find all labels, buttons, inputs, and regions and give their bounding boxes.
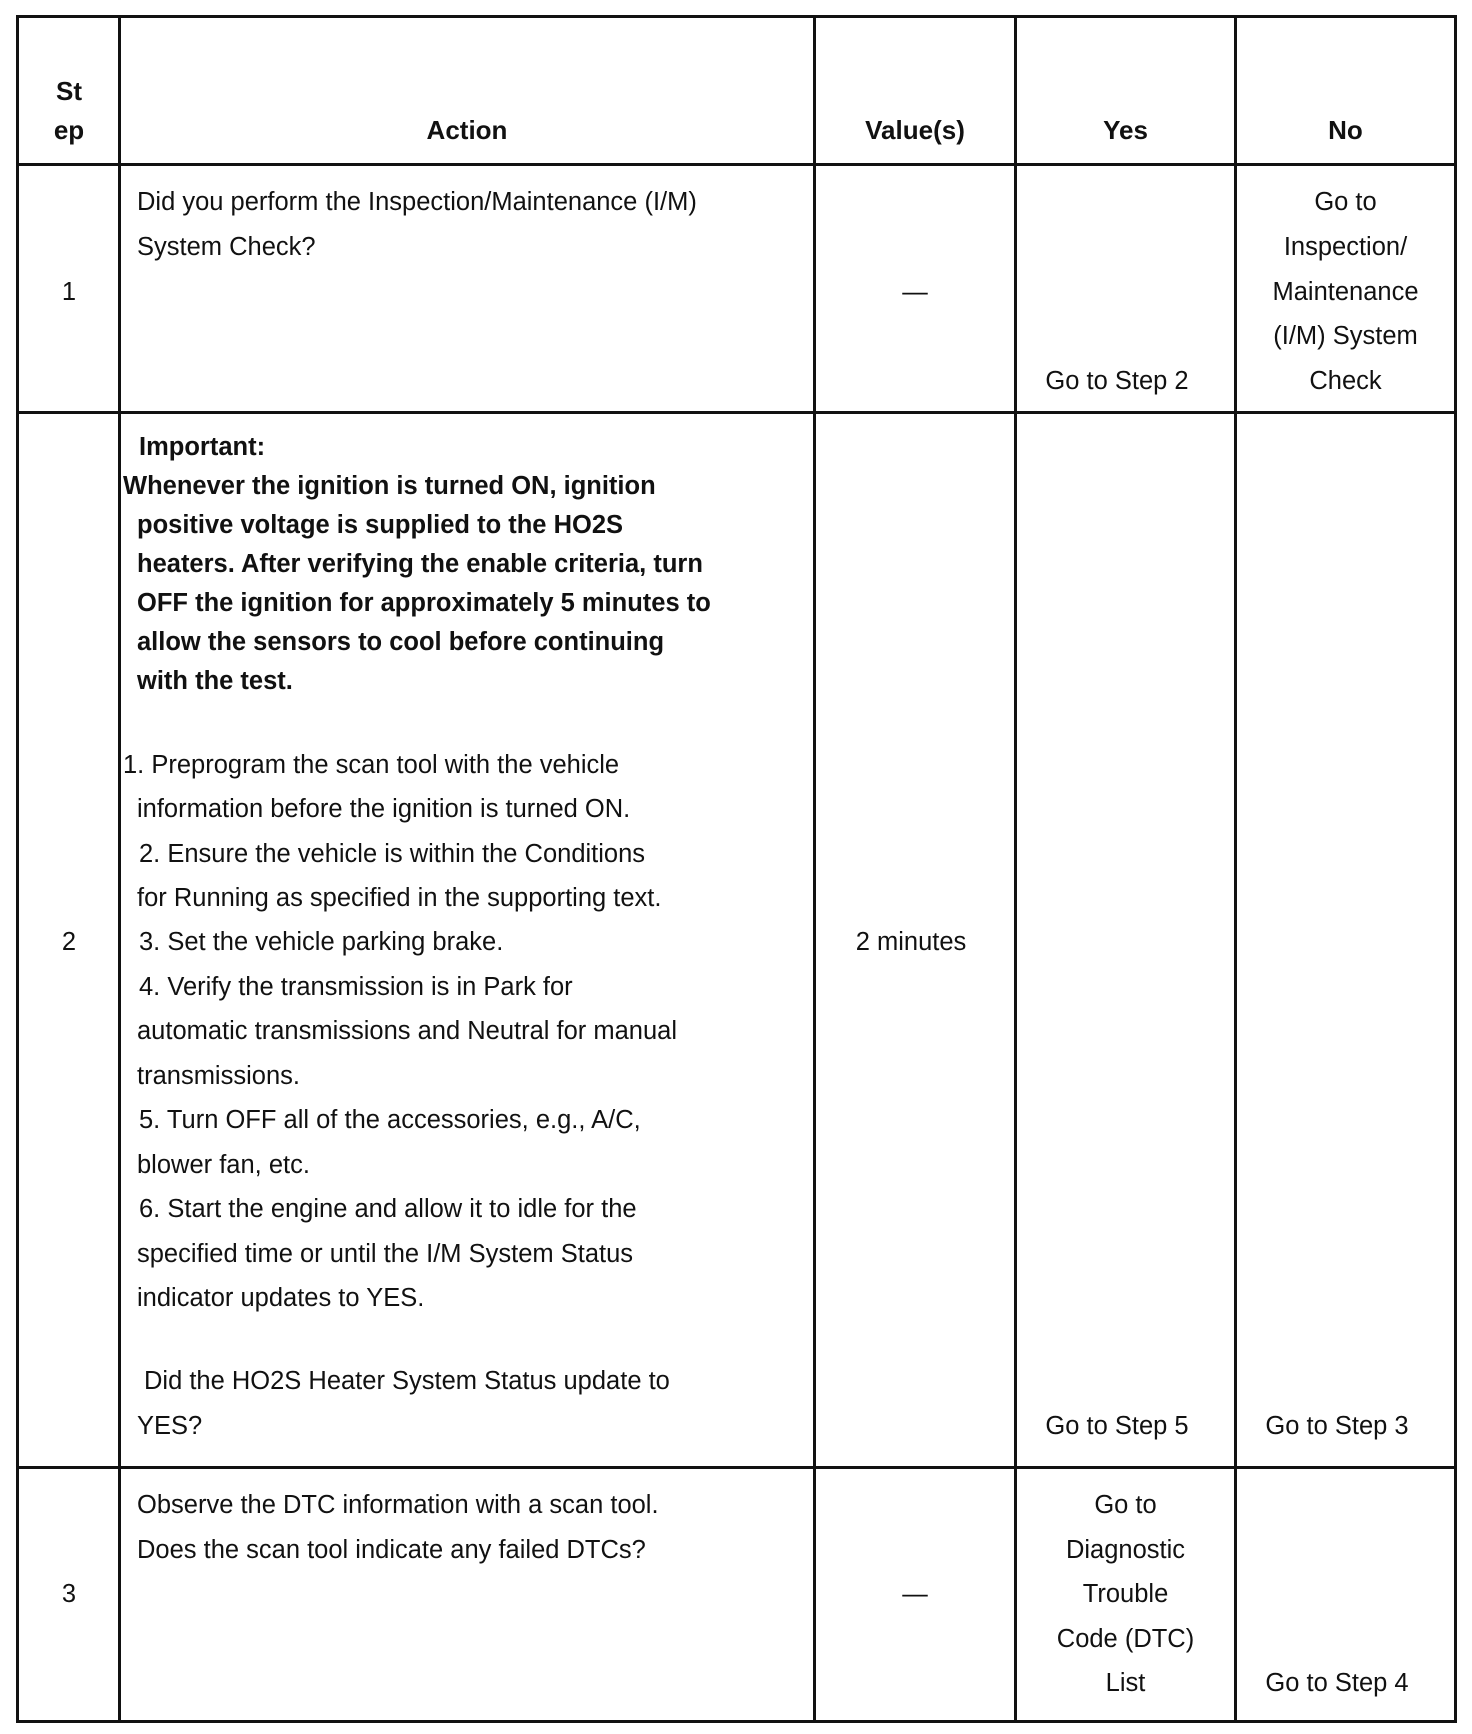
- row-3-step: 3: [61, 1580, 77, 1608]
- row-3-action-line-2: Does the scan tool indicate any failed DTCs?: [137, 1536, 646, 1564]
- row-3-action-line-1: Observe the DTC information with a scan tool.: [137, 1491, 659, 1519]
- row-2-step-line-7: automatic transmissions and Neutral for manual: [137, 1017, 677, 1045]
- row-1-action-line-2: System Check?: [137, 233, 316, 261]
- header-values: Value(s): [865, 115, 965, 145]
- row-3-yes-line-1: Go to: [1094, 1491, 1157, 1519]
- row-2-important-line-6: with the test.: [137, 667, 293, 695]
- row-2-step-line-13: indicator updates to YES.: [137, 1284, 425, 1312]
- row-1-no-line-3: Maintenance: [1272, 278, 1419, 306]
- row-1-step: 1: [61, 278, 77, 306]
- header-step-line-1: St: [56, 76, 82, 106]
- row-2-value: 2 minutes: [855, 928, 967, 956]
- row-1-action-line-1: Did you perform the Inspection/Maintenance (I/M): [137, 188, 697, 216]
- header-no: No: [1328, 115, 1363, 145]
- header-action: Action: [426, 115, 508, 145]
- header-step-line-2: ep: [53, 115, 85, 145]
- row-1-no-line-1: Go to: [1314, 188, 1377, 216]
- row-1-value: —: [902, 278, 928, 306]
- row-2-step-line-1: 1. Preprogram the scan tool with the vehicle: [123, 751, 620, 779]
- row-1-no-line-5: Check: [1309, 367, 1382, 395]
- row-3-value: —: [902, 1580, 928, 1608]
- row-2-step-line-3: 2. Ensure the vehicle is within the Conditions: [139, 840, 646, 868]
- row-2-step: 2: [61, 928, 77, 956]
- row-2-yes: Go to Step 5: [1045, 1412, 1189, 1440]
- row-2-important-label: Important:: [139, 433, 266, 461]
- row-2-no: Go to Step 3: [1265, 1412, 1409, 1440]
- header-yes: Yes: [1103, 115, 1148, 145]
- row-2-question-line-2: YES?: [137, 1412, 203, 1440]
- row-2-step-line-6: 4. Verify the transmission is in Park for: [139, 973, 573, 1001]
- row-2-important-line-3: heaters. After verifying the enable criteria, turn: [137, 550, 703, 578]
- row-3-yes-line-4: Code (DTC): [1056, 1625, 1195, 1653]
- row-2-step-line-11: 6. Start the engine and allow it to idle for the: [139, 1195, 637, 1223]
- row-2-step-line-4: for Running as specified in the supporting text.: [137, 884, 662, 912]
- row-2-step-line-10: blower fan, etc.: [137, 1151, 310, 1179]
- row-2-question-line-1: Did the HO2S Heater System Status update to: [144, 1367, 670, 1395]
- row-2-important-line-4: OFF the ignition for approximately 5 minutes to: [137, 589, 711, 617]
- row-1-yes: Go to Step 2: [1045, 367, 1189, 395]
- row-2-step-line-5: 3. Set the vehicle parking brake.: [139, 928, 504, 956]
- row-3-no: Go to Step 4: [1265, 1669, 1409, 1697]
- row-2-step-line-8: transmissions.: [137, 1062, 300, 1090]
- row-2-step-line-12: specified time or until the I/M System Status: [137, 1240, 634, 1268]
- row-3-yes-line-5: List: [1105, 1669, 1146, 1697]
- row-1-no-line-4: (I/M) System: [1273, 322, 1418, 350]
- row-2-important-line-5: allow the sensors to cool before continuing: [137, 628, 665, 656]
- row-1-no-line-2: Inspection/: [1283, 233, 1408, 261]
- row-2-important-line-2: positive voltage is supplied to the HO2S: [137, 511, 624, 539]
- row-3-yes-line-2: Diagnostic: [1065, 1536, 1186, 1564]
- row-2-step-line-2: information before the ignition is turned ON.: [137, 795, 631, 823]
- row-3-yes-line-3: Trouble: [1082, 1580, 1169, 1608]
- row-2-step-line-9: 5. Turn OFF all of the accessories, e.g., A/C,: [139, 1106, 641, 1134]
- row-2-important-line-1: Whenever the ignition is turned ON, ignition: [123, 472, 656, 500]
